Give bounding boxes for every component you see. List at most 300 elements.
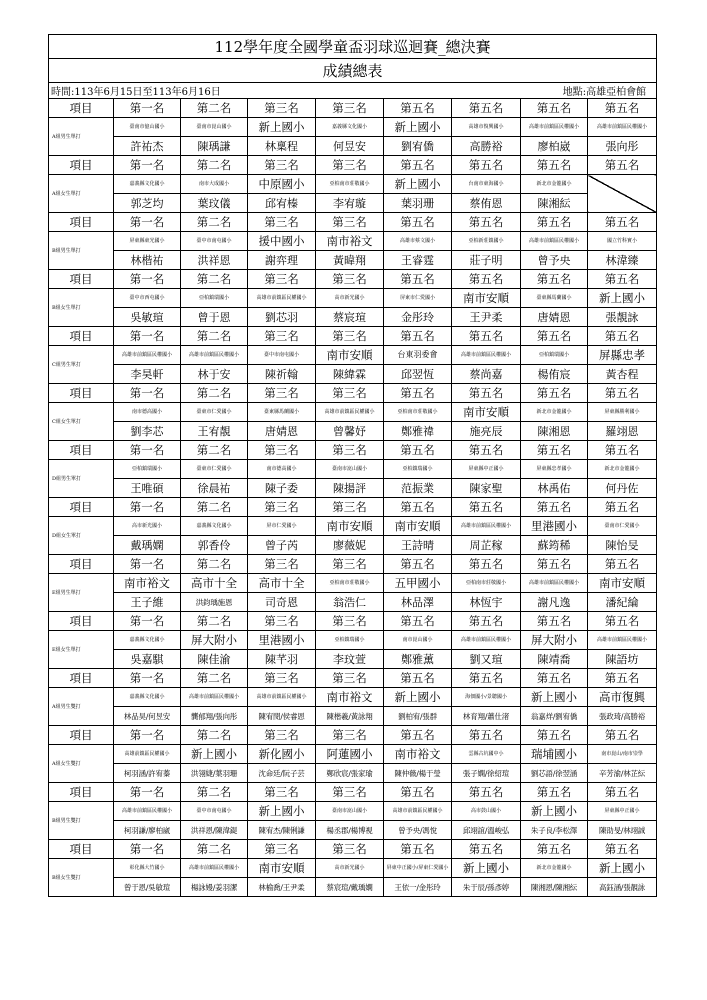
school-cell: 高雄市前鎮區民權國小: [316, 403, 384, 422]
school-cell: 中原國小: [248, 175, 316, 194]
header-fifth-c: 第五名: [521, 555, 588, 574]
header-fifth-a: 第五名: [384, 726, 452, 745]
header-second: 第二名: [181, 555, 248, 574]
header-third-b: 第三名: [316, 213, 384, 232]
school-cell: 新上國小: [248, 802, 316, 821]
player-cell: 黃暐翔: [316, 251, 384, 270]
header-item: 項目: [49, 213, 114, 232]
player-cell: 陳怡旻: [588, 536, 657, 555]
header-fifth-c: 第五名: [521, 270, 588, 289]
school-cell: 援中國小: [248, 232, 316, 251]
school-cell: 高市十全: [181, 574, 248, 593]
player-cell: 陳揚評: [316, 479, 384, 498]
header-fifth-d: 第五名: [588, 726, 657, 745]
player-cell: 蔡尚嘉: [452, 365, 521, 384]
player-cell: 高勝裕: [452, 137, 521, 156]
header-fifth-b: 第五名: [452, 213, 521, 232]
player-cell: 唐婧恩: [248, 422, 316, 441]
player-cell: 陳仲薇/楊于瑩: [384, 764, 452, 783]
category-label: B組女生雙打: [49, 859, 114, 897]
school-cell: 海佃國小/景聰國小: [452, 688, 521, 707]
school-cell: 高雄市復興國小: [452, 118, 521, 137]
school-cell: 台東羽委會: [384, 346, 452, 365]
category-label: C組女生單打: [49, 403, 114, 441]
player-cell: 葉羽珊: [384, 194, 452, 213]
player-cell: 陳瑀謙: [181, 137, 248, 156]
school-cell: 臺中市南屯國小: [181, 232, 248, 251]
player-cell: 林楷祐: [114, 251, 181, 270]
header-third-b: 第三名: [316, 327, 384, 346]
header-fifth-b: 第五名: [452, 156, 521, 175]
header-third-b: 第三名: [316, 498, 384, 517]
player-cell: 張靚詠: [588, 308, 657, 327]
player-cell: 許祐杰: [114, 137, 181, 156]
header-third-b: 第三名: [316, 384, 384, 403]
header-second: 第二名: [181, 99, 248, 118]
player-cell: 王依一/金彤玲: [384, 878, 452, 897]
player-cell: 廖柏崴: [521, 137, 588, 156]
header-row: [49, 555, 657, 574]
school-cell: 亞柏鎮瑞國小: [316, 631, 384, 650]
event-info: [49, 83, 657, 99]
school-cell: 雲縣古坑國中小: [452, 745, 521, 764]
school-cell: 新上國小: [384, 118, 452, 137]
school-cell: 嘉義縣文化國小: [114, 688, 181, 707]
player-cell: 曾馨妤: [316, 422, 384, 441]
player-cell: 劉李芯: [114, 422, 181, 441]
player-row: [49, 251, 657, 270]
header-item: 項目: [49, 726, 114, 745]
header-fifth-d: 第五名: [588, 156, 657, 175]
school-cell: 高市新光國小: [114, 517, 181, 536]
event-time: 時間:113年6月15日至113年6月16日: [51, 87, 221, 98]
player-cell: 鄭雅禕: [384, 422, 452, 441]
school-row: [49, 118, 657, 137]
school-cell: 亞柏南市莊敬國小: [316, 175, 384, 194]
header-second: 第二名: [181, 669, 248, 688]
school-cell: 高雄市前鎮區民權國小: [588, 631, 657, 650]
player-cell: 翁嘉烊/劉宥僑: [521, 707, 588, 726]
player-cell: 王唯碩: [114, 479, 181, 498]
player-cell: 朱于辰/孫彥婷: [452, 878, 521, 897]
school-cell: 高雄市前鎮區民權國小: [521, 118, 588, 137]
school-cell: 高市新光國小: [316, 289, 384, 308]
category-label: B組女生單打: [49, 289, 114, 327]
header-second: 第二名: [181, 156, 248, 175]
player-cell: 柯羽涵/許宥蓁: [114, 764, 181, 783]
header-second: 第二名: [181, 213, 248, 232]
school-cell: 臺南市崑山國小: [181, 118, 248, 137]
school-cell: 高雄市前鎮區民權國小: [248, 289, 316, 308]
school-cell: 國立竹科實小: [588, 232, 657, 251]
school-cell: 嘉義縣文化國小: [114, 631, 181, 650]
school-cell: 南市裕文: [316, 688, 384, 707]
school-cell: 亞柏南市莊敬國小: [316, 574, 384, 593]
school-cell: 高雄市前鎮區民權國小: [114, 802, 181, 821]
header-second: 第二名: [181, 327, 248, 346]
school-row: [49, 175, 657, 194]
header-first: 第一名: [114, 213, 181, 232]
header-fifth-a: 第五名: [384, 327, 452, 346]
player-cell: 謝凡逸: [521, 593, 588, 612]
player-row: [49, 137, 657, 156]
school-cell: 嘉義縣文化國小: [316, 118, 384, 137]
header-third-a: 第三名: [248, 213, 316, 232]
header-first: 第一名: [114, 441, 181, 460]
player-cell: 邱翌恆: [384, 365, 452, 384]
school-cell: 高市鼓山國小: [452, 802, 521, 821]
header-fifth-a: 第五名: [384, 384, 452, 403]
school-cell: 高雄市前鎮區民權國小: [248, 688, 316, 707]
header-first: 第一名: [114, 384, 181, 403]
player-cell: 林育翔/蕭仕渚: [452, 707, 521, 726]
player-row: [49, 593, 657, 612]
header-fifth-b: 第五名: [452, 270, 521, 289]
school-cell: 新北市金龍國小: [521, 859, 588, 878]
header-third-b: 第三名: [316, 156, 384, 175]
header-fifth-b: 第五名: [452, 783, 521, 802]
header-fifth-a: 第五名: [384, 498, 452, 517]
player-cell: 陳湘恩: [521, 422, 588, 441]
header-fifth-c: 第五名: [521, 441, 588, 460]
school-cell: 新上國小: [521, 688, 588, 707]
player-cell: 王詩晴: [384, 536, 452, 555]
school-cell: 臺中市西屯國小: [114, 289, 181, 308]
player-row: [49, 365, 657, 384]
header-third-a: 第三名: [248, 498, 316, 517]
category-label: E組男生單打: [49, 574, 114, 612]
header-row: [49, 783, 657, 802]
school-cell: 高市復興: [588, 688, 657, 707]
school-cell: 南市德高國小: [248, 460, 316, 479]
header-fifth-c: 第五名: [521, 726, 588, 745]
school-cell: 屏東縣東光國小: [114, 232, 181, 251]
header-first: 第一名: [114, 270, 181, 289]
school-cell: 屏市仁愛國小: [248, 517, 316, 536]
header-fifth-b: 第五名: [452, 840, 521, 859]
player-row: [49, 764, 657, 783]
player-row: [49, 536, 657, 555]
header-fifth-a: 第五名: [384, 441, 452, 460]
header-item: 項目: [49, 441, 114, 460]
school-row: [49, 460, 657, 479]
player-cell: 陳湘紜: [521, 194, 588, 213]
player-cell: 龔郁翔/張向彤: [181, 707, 248, 726]
player-row: [49, 479, 657, 498]
player-cell: 黃杏程: [588, 365, 657, 384]
school-cell: 南市德高國小: [114, 403, 181, 422]
school-cell: 高雄市前鎮區民權國小: [181, 346, 248, 365]
school-cell: 亞柏新莊鎮國小: [452, 232, 521, 251]
player-cell: 王睿霆: [384, 251, 452, 270]
school-cell: 臺南市崑山國小: [316, 460, 384, 479]
category-label: D組男生單打: [49, 460, 114, 498]
header-fifth-c: 第五名: [521, 498, 588, 517]
school-row: [49, 232, 657, 251]
school-cell: 臺中市南屯國小: [181, 802, 248, 821]
school-cell: 高雄市前鎮區民權國小: [521, 574, 588, 593]
school-cell: 高雄市前鎮區民權國小: [181, 859, 248, 878]
school-cell: 新上國小: [384, 175, 452, 194]
header-first: 第一名: [114, 840, 181, 859]
header-first: 第一名: [114, 669, 181, 688]
header-second: 第二名: [181, 612, 248, 631]
header-fifth-d: 第五名: [588, 327, 657, 346]
school-cell: 高市新光國小: [316, 859, 384, 878]
school-cell: 屏大附小: [521, 631, 588, 650]
player-cell: 蘇筠稀: [521, 536, 588, 555]
school-cell: 臺南市崑山國小: [316, 802, 384, 821]
player-cell: 劉芯羽: [248, 308, 316, 327]
player-cell: 陳宥杰/陳俐謙: [248, 821, 316, 840]
header-row: [49, 384, 657, 403]
header-fifth-c: 第五名: [521, 669, 588, 688]
school-cell: 屏東縣中正國小: [588, 802, 657, 821]
category-label: A組男生單打: [49, 118, 114, 156]
player-cell: 王子維: [114, 593, 181, 612]
header-fifth-c: 第五名: [521, 384, 588, 403]
header-row: [49, 441, 657, 460]
school-cell: 新北市金龍國小: [588, 460, 657, 479]
header-third-b: 第三名: [316, 270, 384, 289]
header-fifth-a: 第五名: [384, 99, 452, 118]
header-fifth-a: 第五名: [384, 783, 452, 802]
header-fifth-c: 第五名: [521, 213, 588, 232]
header-third-a: 第三名: [248, 156, 316, 175]
header-third-a: 第三名: [248, 441, 316, 460]
school-row: [49, 745, 657, 764]
player-cell: 范振業: [384, 479, 452, 498]
school-cell: 高雄市前鎮區民權國小: [452, 346, 521, 365]
school-cell: 阿蓮國小: [316, 745, 384, 764]
header-fifth-a: 第五名: [384, 555, 452, 574]
header-fifth-d: 第五名: [588, 669, 657, 688]
empty-cell: [588, 175, 657, 213]
player-cell: 陳楷羲/黃詠翔: [316, 707, 384, 726]
school-cell: 亞柏鎮瑞國小: [384, 460, 452, 479]
school-cell: 南市安順: [316, 346, 384, 365]
school-cell: 南市安順: [316, 517, 384, 536]
player-cell: 鄭欣宸/張家瑜: [316, 764, 384, 783]
player-cell: 徐晨祐: [181, 479, 248, 498]
category-label: D組女生單打: [49, 517, 114, 555]
header-second: 第二名: [181, 783, 248, 802]
header-fifth-b: 第五名: [452, 384, 521, 403]
header-fifth-d: 第五名: [588, 384, 657, 403]
header-first: 第一名: [114, 555, 181, 574]
player-cell: 周芷稼: [452, 536, 521, 555]
player-cell: 司奇恩: [248, 593, 316, 612]
header-fifth-d: 第五名: [588, 99, 657, 118]
school-cell: 臺東市仁愛國小: [181, 403, 248, 422]
player-cell: 陳佳渝: [181, 650, 248, 669]
school-cell: 彰化縣大竹國小: [114, 859, 181, 878]
school-cell: 屏東中正國小/屏東仁愛國小: [384, 859, 452, 878]
school-cell: 新北市金龍國小: [521, 175, 588, 194]
header-third-a: 第三名: [248, 840, 316, 859]
player-cell: 郭芝均: [114, 194, 181, 213]
header-fifth-b: 第五名: [452, 498, 521, 517]
school-row: [49, 403, 657, 422]
player-cell: 洪祥恩/陳湋鍉: [181, 821, 248, 840]
school-cell: 高雄市蔡文國小: [384, 232, 452, 251]
school-cell: 臺東縣馬蘭國小: [248, 403, 316, 422]
header-second: 第二名: [181, 726, 248, 745]
school-cell: 臺東縣馬蘭國小: [521, 289, 588, 308]
header-first: 第一名: [114, 327, 181, 346]
header-third-a: 第三名: [248, 384, 316, 403]
player-cell: 葉玟儀: [181, 194, 248, 213]
header-fifth-d: 第五名: [588, 270, 657, 289]
header-item: 項目: [49, 612, 114, 631]
header-fifth-b: 第五名: [452, 327, 521, 346]
header-third-a: 第三名: [248, 327, 316, 346]
player-cell: 邱翊誼/溫峻弘: [452, 821, 521, 840]
player-cell: 唐婧恩: [521, 308, 588, 327]
header-row: [49, 612, 657, 631]
school-cell: 南市安順: [588, 574, 657, 593]
header-second: 第二名: [181, 498, 248, 517]
school-cell: 屏東市仁愛國小: [384, 289, 452, 308]
player-cell: 翁浩仁: [316, 593, 384, 612]
header-fifth-d: 第五名: [588, 498, 657, 517]
player-row: [49, 308, 657, 327]
player-cell: 吳嘉騏: [114, 650, 181, 669]
school-cell: 屏東縣中正國小: [452, 460, 521, 479]
header-row: [49, 669, 657, 688]
school-cell: 里港國小: [521, 517, 588, 536]
header-second: 第二名: [181, 270, 248, 289]
player-cell: 洪鈞瑀施恩: [181, 593, 248, 612]
player-cell: 曾予央: [521, 251, 588, 270]
player-cell: 辛芳渝/林芷紜: [588, 764, 657, 783]
player-cell: 曾于恩: [181, 308, 248, 327]
player-cell: 陳家聖: [452, 479, 521, 498]
document-title: 112學年度全國學童盃羽球巡迴賽_總決賽: [49, 35, 657, 59]
header-second: 第二名: [181, 384, 248, 403]
player-cell: 李玟萱: [316, 650, 384, 669]
header-item: 項目: [49, 498, 114, 517]
player-row: [49, 194, 657, 213]
player-cell: 蔡宸瑄/戴瑀嫻: [316, 878, 384, 897]
school-cell: 南市崑山國小: [384, 631, 452, 650]
school-cell: 高雄市前鎮區民權國小: [384, 802, 452, 821]
header-row: [49, 270, 657, 289]
school-row: [49, 802, 657, 821]
player-cell: 郭香伶: [181, 536, 248, 555]
header-fifth-d: 第五名: [588, 213, 657, 232]
school-cell: 臺東市仁愛國小: [181, 460, 248, 479]
school-cell: 嘉義縣文化國小: [181, 517, 248, 536]
header-first: 第一名: [114, 612, 181, 631]
category-label: C組男生單打: [49, 346, 114, 384]
header-third-b: 第三名: [316, 441, 384, 460]
player-cell: 劉又瑄: [452, 650, 521, 669]
header-item: 項目: [49, 327, 114, 346]
player-cell: 陳子委: [248, 479, 316, 498]
header-first: 第一名: [114, 726, 181, 745]
school-cell: 南市安順: [384, 517, 452, 536]
header-fifth-b: 第五名: [452, 99, 521, 118]
document-subtitle: 成績總表: [49, 59, 657, 83]
school-cell: 里港國小: [248, 631, 316, 650]
results-table: [48, 34, 657, 897]
player-cell: 陳劭旻/林翊誠: [588, 821, 657, 840]
results-sheet: [48, 34, 656, 897]
player-cell: 朱子良/李松澤: [521, 821, 588, 840]
header-third-a: 第三名: [248, 612, 316, 631]
player-cell: 楊侑宸: [521, 365, 588, 384]
school-cell: 臺南市億山國小: [114, 118, 181, 137]
player-cell: 羅翊恩: [588, 422, 657, 441]
header-row: [49, 726, 657, 745]
header-item: 項目: [49, 840, 114, 859]
header-third-a: 第三名: [248, 555, 316, 574]
school-cell: 新化國小: [248, 745, 316, 764]
school-row: [49, 346, 657, 365]
header-item: 項目: [49, 384, 114, 403]
player-cell: 林湋臻: [588, 251, 657, 270]
category-label: B組男生單打: [49, 232, 114, 270]
player-cell: 林恆宇: [452, 593, 521, 612]
header-fifth-c: 第五名: [521, 612, 588, 631]
category-label: A組女生單打: [49, 175, 114, 213]
player-cell: 王尹柔: [452, 308, 521, 327]
player-cell: 陳語坊: [588, 650, 657, 669]
header-first: 第一名: [114, 498, 181, 517]
player-cell: 莊子明: [452, 251, 521, 270]
player-row: [49, 422, 657, 441]
header-first: 第一名: [114, 156, 181, 175]
player-cell: 曾于恩/吳敏瑄: [114, 878, 181, 897]
player-cell: 陳靖喬: [521, 650, 588, 669]
player-cell: 廖薇妮: [316, 536, 384, 555]
player-cell: 王宥靚: [181, 422, 248, 441]
header-third-b: 第三名: [316, 555, 384, 574]
header-row: [49, 327, 657, 346]
school-cell: 新上國小: [521, 802, 588, 821]
header-second: 第二名: [181, 441, 248, 460]
header-third-a: 第三名: [248, 270, 316, 289]
school-cell: 高雄前鎮區民權國小: [114, 745, 181, 764]
player-cell: 林品昊/何昱安: [114, 707, 181, 726]
header-fifth-c: 第五名: [521, 840, 588, 859]
school-cell: 新上國小: [588, 289, 657, 308]
category-label: B組男生雙打: [49, 802, 114, 840]
header-third-a: 第三名: [248, 669, 316, 688]
school-cell: 高雄市前鎮區民權國小: [521, 232, 588, 251]
school-cell: 高雄市前鎮區民權國小: [588, 118, 657, 137]
player-cell: 陳芊羽: [248, 650, 316, 669]
header-third-b: 第三名: [316, 99, 384, 118]
header-third-a: 第三名: [248, 783, 316, 802]
header-row: [49, 156, 657, 175]
header-item: 項目: [49, 270, 114, 289]
player-cell: 潘紀綸: [588, 593, 657, 612]
player-cell: 李宥璇: [316, 194, 384, 213]
header-item: 項目: [49, 99, 114, 118]
header-row: [49, 99, 657, 118]
player-row: [49, 821, 657, 840]
category-label: A組女生雙打: [49, 745, 114, 783]
school-cell: 屏大附小: [181, 631, 248, 650]
school-cell: 新上國小: [452, 859, 521, 878]
player-cell: 鄭雅薰: [384, 650, 452, 669]
player-cell: 吳敏瑄: [114, 308, 181, 327]
player-cell: 洪祥恩: [181, 251, 248, 270]
player-cell: 陳祈翰: [248, 365, 316, 384]
header-fifth-a: 第五名: [384, 213, 452, 232]
